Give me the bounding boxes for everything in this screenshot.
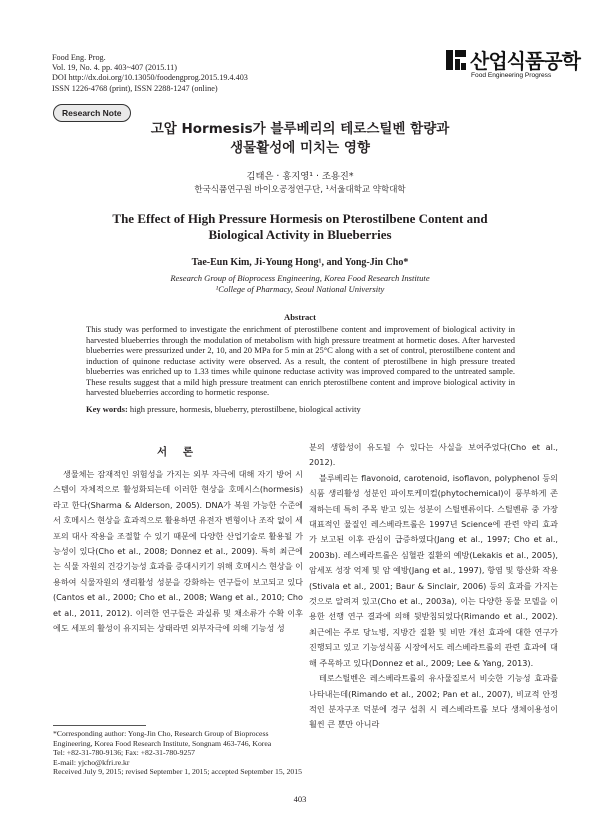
english-title — [0, 211, 600, 243]
right-paragraph-3: 테로스틸벤은 레스베라트롤의 유사물질로서 비슷한 기능성 효과를 나타내는데(Rimando et al., 2002; Pan et al., 2007), 비교적 안정적인 분자구조 덕분에 경구 섭취 시 레스베라트롤 보다 생체이용성이 훨씬 큰 뿐만 아니라 — [309, 673, 558, 730]
footnote-email: E-mail: yjcho@kfri.re.kr — [53, 757, 130, 767]
english-affiliation — [0, 273, 600, 294]
footnote-tel: Tel: +82-31-780-9136; Fax: +82-31-780-9257 — [53, 748, 196, 758]
keywords — [86, 404, 515, 415]
journal-meta — [52, 53, 248, 94]
left-paragraph-1: 생물체는 잠재적인 위험성을 가지는 외부 자극에 대해 자기 방어 시스템이 자체적으로 활성화되는데 이러한 현상을 호메시스(hormesis)라고 한다(Sharma & Alderson, 2005). DNA가 복원 가능한 수준에서 호메시스 현상을 효과적으로 활용하면 유전자 변형이나 조작 없이 세포의 대사 작용을 조절할 수 있기 때문에 다양한 산업기술로 활용될 가능성이 있다(Cho et al., 2008; Donnez et al., 2009). 특히 최근에는 식물 자원의 건강기능성 효과를 증대시키기 위해 호메시스 현상을 이용하여 식물자원의 생리활성 성분을 강화하는 연구들이 보고되고 있다(Cantos et al., 2000; Cho et al., 2008; Wang et al., 2010; Cho et al., 2011, 2012). 이러한 연구들은 과실류 및 채소류가 수확 이후에도 세포의 활성이 유지되는 상태라면 외부자극에 의해 기능성 성 — [53, 469, 303, 634]
footnote-corresponding: *Corresponding author: Yong-Jin Cho, Research Group of Bioprocess Engineering, Korea Food Research Institute, Songnam 463-746, Korea — [53, 729, 272, 748]
research-note-badge: Research Note — [53, 104, 131, 122]
logo-mark-icon — [446, 50, 466, 70]
left-column — [53, 467, 303, 636]
footnote — [53, 729, 308, 777]
logo-subtitle: Food Engineering Progress — [471, 72, 552, 79]
footnote-received: Received July 9, 2015; revised September 1, 2015; accepted September 15, 2015 — [53, 767, 302, 777]
right-paragraph-1: 분의 생합성이 유도될 수 있다는 사실을 보여주었다(Cho et al., 2012). — [309, 442, 558, 468]
abstract-text: This study was performed to investigate the enrichment of pterostilbene content and improvement of biological activity in harvested blueberries through the modulation of metabolism with high pressure treatment at hormetic doses. After harvested blueberries were pressurized under 2, 10, and 20 MPa for 5 min at 25°C along with a set of control, pterostilbene content and induction of quinone reductase activity were observed. As a result, the content of pterostilbene in high pressure treated blueberries was enriched up to 1.33 times while quinone reductase activity was improved compared to the untreated sample. These results suggest that a mild high pressure treatment can enrich pterostilbene content and improve biological activity in harvested blueberries according to hormetic response. — [86, 324, 515, 397]
korean-title — [0, 120, 600, 158]
english-title-line2: Biological Activity in Blueberries — [208, 227, 392, 242]
journal-issn: ISSN 1226-4768 (print), ISSN 2288-1247 (online) — [52, 83, 218, 93]
keywords-list: high pressure, hormesis, blueberry, pterostilbene, biological activity — [127, 404, 361, 414]
journal-volume: Vol. 19, No. 4. pp. 403~407 (2015.11) — [52, 63, 177, 73]
journal-doi: DOI http://dx.doi.org/10.13050/foodengprog.2015.19.4.403 — [52, 73, 248, 83]
english-authors: Tae-Eun Kim, Ji-Young Hong¹, and Yong-Jin Cho* — [191, 257, 409, 268]
right-column — [309, 440, 558, 733]
english-title-line1: The Effect of High Pressure Hormesis on Pterostilbene Content and — [112, 211, 488, 226]
keywords-label: Key words: — [86, 404, 128, 414]
korean-title-line2: 생물활성에 미치는 영향 — [230, 140, 370, 156]
footnote-rule — [53, 725, 146, 726]
journal-name: Food Eng. Prog. — [52, 53, 106, 62]
korean-title-line1: 고압 Hormesis가 블루베리의 테로스틸벤 함량과 — [150, 121, 450, 137]
korean-affiliation: 한국식품연구원 바이오공정연구단, ¹서울대학교 약학대학 — [194, 185, 406, 195]
english-affiliation-line1: Research Group of Bioprocess Engineering, Korea Food Research Institute — [170, 273, 430, 283]
page-number: 403 — [293, 794, 307, 804]
intro-heading: 서 론 — [157, 446, 199, 458]
korean-authors: 김태은 · 홍지영¹ · 조용진* — [246, 171, 354, 182]
right-paragraph-2: 블루베리는 flavonoid, carotenoid, isoflavon, polyphenol 등의 식품 생리활성 성분인 파이토케미컬(phytochemical)이 풍부하게 존재하는데 특히 주목 받고 있는 성분이 스틸벤류이다. 스틸벤류 중 가장 대표적인 물질인 레스베라트롤은 1997년 Science에 관련 약리 효과가 보고된 이후 관심이 급증하였다(Jang et al., 1997; Cho et al., 2003b). 레스베라트롤은 심혈관 질환의 예방(Lekakis et al., 2005), 암세포 성장 억제 및 암 예방(Jang et al., 1997), 항염 및 항산화 작용(Stivala et al., 2001; Baur & Sinclair, 2006) 등의 효과를 가지는 것으로 알려져 있고(Cho et al., 2003a), 이는 다양한 동물 모델을 이용한 선행 연구 결과에 의해 뒷받침되었다(Rimando et al., 2002). 최근에는 주로 당뇨병, 지방간 질환 및 비만 개선 효과에 대한 연구가 진행되고 있고 기능성식품 시장에서도 레스베라트롤의 관련 효과에 대해 주목하고 있다(Donnez et al., 2009; Lee & Yang, 2013). — [309, 472, 558, 668]
logo-korean-text: 산업식품공학 — [470, 49, 580, 73]
english-affiliation-line2: ¹College of Pharmacy, Seoul National University — [215, 283, 385, 294]
abstract-heading: Abstract — [284, 312, 316, 322]
